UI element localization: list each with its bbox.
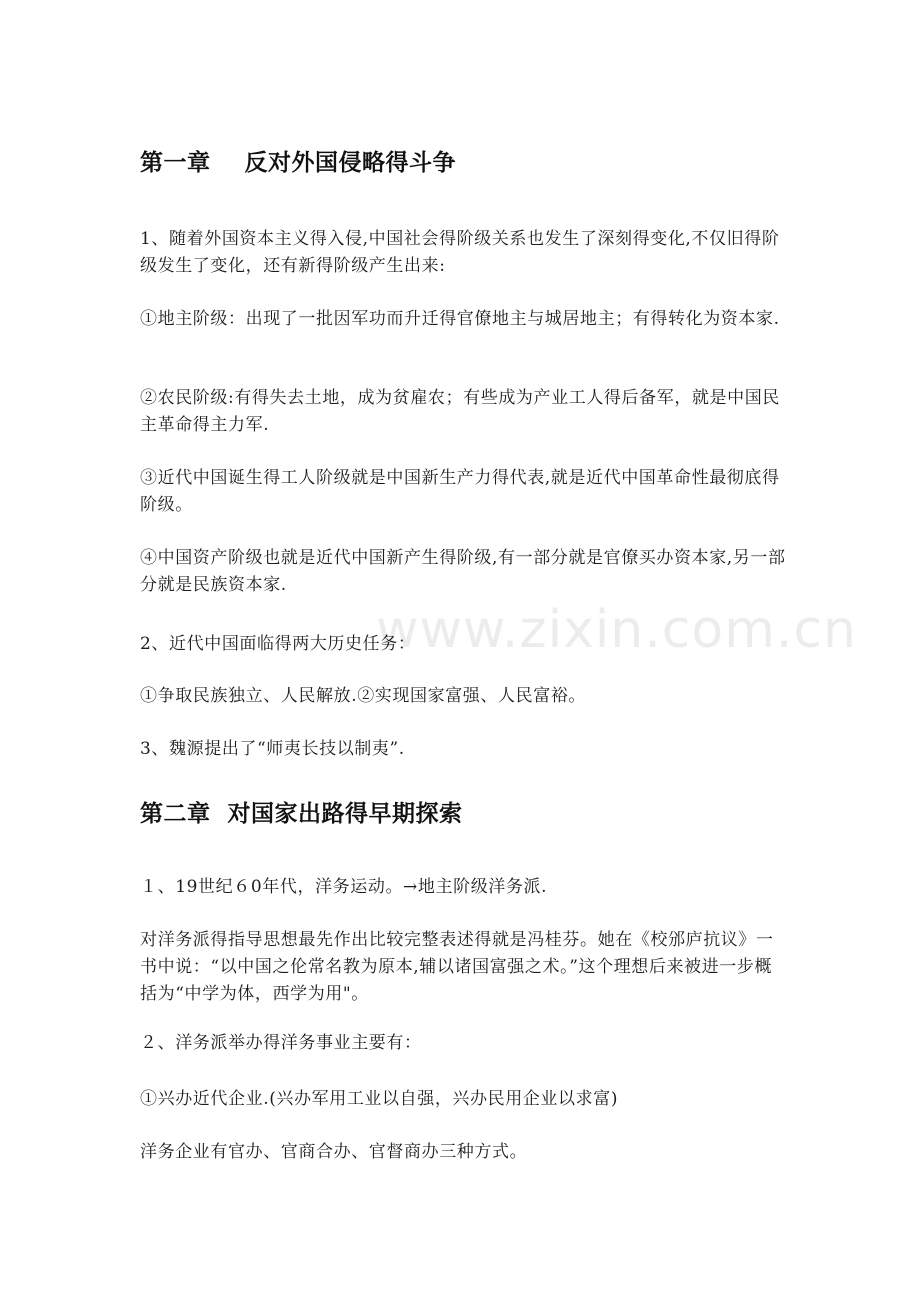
- chapter-1-paragraph: ②农民阶级:有得失去土地，成为贫雇农；有些成为产业工人得后备军，就是中国民主革命得主力军.: [140, 388, 780, 435]
- chapter-2-paragraph: １、19世纪６0年代，洋务运动。→地主阶级洋务派.: [140, 877, 548, 897]
- chapter-1-paragraph: ①地主阶级：出现了一批因军功而升迁得官僚地主与城居地主；有得转化为资本家.: [140, 309, 780, 329]
- chapter-2-paragraph: 洋务企业有官办、官商合办、官督商办三种方式。: [140, 1142, 528, 1162]
- watermark-text: www.zixin.com.cn: [376, 600, 857, 660]
- chapter-1-paragraph: ①争取民族独立、人民解放.②实现国家富强、人民富裕。: [140, 686, 587, 706]
- chapter-1-paragraph: 3、魏源提出了“师夷长技以制夷”.: [140, 739, 405, 759]
- chapter-2-paragraph: 对洋务派得指导思想最先作出比较完整表述得就是冯桂芬。她在《校邠庐抗议》一书中说：“以中国之伦常名教为原本,辅以诸国富强之术。”这个理想后来被进一步概括为“中学为体，西学为用"。: [140, 930, 774, 1004]
- chapter-2-title: 第二章 对国家出路得早期探索: [140, 801, 463, 827]
- chapter-1-paragraph: 2、近代中国面临得两大历史任务：: [140, 634, 416, 654]
- chapter-2-paragraph: ①兴办近代企业.(兴办军用工业以自强，兴办民用企业以求富): [140, 1089, 619, 1109]
- chapter-1-paragraph: ③近代中国诞生得工人阶级就是中国新生产力得代表,就是近代中国革命性最彻底得阶级。: [140, 468, 780, 515]
- chapter-1-title: 第一章 反对外国侵略得斗争: [140, 150, 457, 176]
- chapter-1-paragraph: 1、随着外国资本主义得入侵,中国社会得阶级关系也发生了深刻得变化,不仅旧得阶级发生了变化，还有新得阶级产生出来:: [140, 229, 780, 276]
- chapter-2-paragraph: ２、洋务派举办得洋务事业主要有：: [140, 1033, 422, 1053]
- chapter-1-paragraph: ④中国资产阶级也就是近代中国新产生得阶级,有一部分就是官僚买办资本家,另一部分就是民族资本家.: [140, 548, 786, 595]
